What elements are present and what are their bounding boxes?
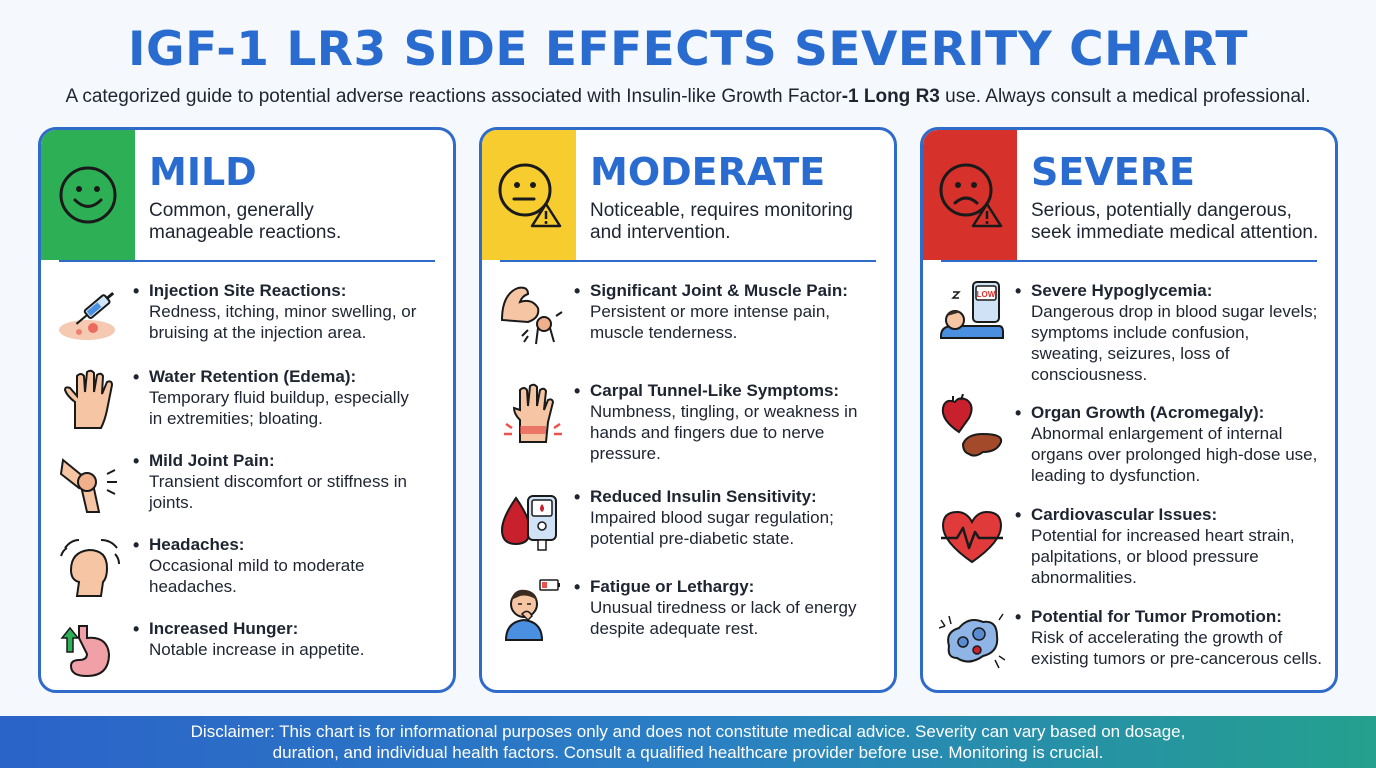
text-line: symptoms include confusion, bbox=[1031, 323, 1250, 342]
bullet: • bbox=[133, 619, 140, 639]
text-line: Numbness, tingling, or weakness in bbox=[590, 402, 858, 421]
text-line: Risk of accelerating the growth of bbox=[1031, 628, 1283, 647]
text-line: consciousness. bbox=[1031, 365, 1148, 384]
text-line: headaches. bbox=[149, 577, 237, 596]
level-title-severe: SEVERE bbox=[1031, 150, 1195, 194]
heart-liver-icon bbox=[939, 394, 1005, 466]
wrist-pain-icon bbox=[498, 380, 564, 446]
text-line: Occasional mild to moderate bbox=[149, 556, 365, 575]
desc-line: manageable reactions. bbox=[149, 222, 342, 243]
item-title: Increased Hunger: bbox=[149, 619, 299, 638]
glucose-meter-icon bbox=[498, 486, 564, 552]
text-line: palpitations, or blood pressure bbox=[1031, 547, 1259, 566]
item-text bbox=[149, 555, 441, 597]
level-desc-mild bbox=[149, 200, 449, 244]
text-line: existing tumors or pre-cancerous cells. bbox=[1031, 649, 1323, 668]
card-severe bbox=[920, 127, 1338, 693]
text-line: pressure. bbox=[590, 444, 661, 463]
text-line: Transient discomfort or stiffness in bbox=[149, 472, 407, 491]
subtitle-text-end: use. Always consult a medical professional. bbox=[939, 86, 1311, 107]
item-title: Severe Hypoglycemia: bbox=[1031, 281, 1213, 300]
neutral-face-warning-icon bbox=[494, 160, 564, 230]
smile-face-icon bbox=[57, 164, 119, 226]
text-line: abnormalities. bbox=[1031, 568, 1137, 587]
low-glucose-icon bbox=[939, 280, 1005, 346]
text-line: organs over prolonged high-dose use, bbox=[1031, 445, 1318, 464]
item-title: Reduced Insulin Sensitivity: bbox=[590, 487, 817, 506]
headache-icon bbox=[57, 534, 123, 600]
tumor-cells-icon bbox=[939, 606, 1005, 672]
moderate-band bbox=[482, 130, 576, 260]
divider bbox=[941, 260, 1317, 262]
page-subtitle bbox=[0, 86, 1376, 108]
item-title: Carpal Tunnel-Like Symptoms: bbox=[590, 381, 840, 400]
bullet: • bbox=[133, 451, 140, 471]
syringe-icon bbox=[57, 280, 123, 346]
bullet: • bbox=[574, 281, 581, 301]
knee-joint-icon bbox=[57, 450, 123, 516]
item-text bbox=[149, 639, 441, 660]
card-mild bbox=[38, 127, 456, 693]
subtitle-bold: -1 Long R3 bbox=[841, 86, 940, 107]
bullet: • bbox=[574, 487, 581, 507]
item-text bbox=[149, 471, 441, 513]
text-line: Potential for increased heart strain, bbox=[1031, 526, 1295, 545]
item-text bbox=[149, 301, 441, 343]
disclaimer-footer bbox=[0, 716, 1376, 768]
item-text bbox=[590, 507, 882, 549]
item-title: Mild Joint Pain: bbox=[149, 451, 275, 470]
bullet: • bbox=[1015, 505, 1022, 525]
text-line: Dangerous drop in blood sugar levels; bbox=[1031, 302, 1318, 321]
card-moderate bbox=[479, 127, 897, 693]
level-desc-severe bbox=[1031, 200, 1331, 244]
level-desc-moderate bbox=[590, 200, 890, 244]
bullet: • bbox=[1015, 281, 1022, 301]
item-text bbox=[1031, 301, 1323, 385]
text-line: Temporary fluid buildup, especially bbox=[149, 388, 409, 407]
bullet: • bbox=[133, 367, 140, 387]
text-line: Notable increase in appetite. bbox=[149, 640, 365, 659]
text-line: hands and fingers due to nerve bbox=[590, 423, 825, 442]
desc-line: Noticeable, requires monitoring bbox=[590, 200, 853, 221]
bullet: • bbox=[574, 577, 581, 597]
item-title: Injection Site Reactions: bbox=[149, 281, 347, 300]
bullet: • bbox=[1015, 607, 1022, 627]
item-text bbox=[590, 597, 882, 639]
meter-label: LOW bbox=[976, 290, 996, 299]
level-title-mild: MILD bbox=[149, 150, 257, 194]
item-text bbox=[1031, 525, 1323, 588]
item-text bbox=[590, 301, 882, 343]
text-line: Unusual tiredness or lack of energy bbox=[590, 598, 857, 617]
text-line: Abnormal enlargement of internal bbox=[1031, 424, 1283, 443]
text-line: bruising at the injection area. bbox=[149, 323, 367, 342]
bullet: • bbox=[133, 535, 140, 555]
item-title: Potential for Tumor Promotion: bbox=[1031, 607, 1282, 626]
mild-band bbox=[41, 130, 135, 260]
item-text bbox=[1031, 627, 1323, 669]
sad-face-warning-icon bbox=[935, 160, 1005, 230]
item-title: Cardiovascular Issues: bbox=[1031, 505, 1218, 524]
tired-person-icon bbox=[498, 576, 564, 642]
item-text bbox=[149, 387, 441, 429]
subtitle-text: A categorized guide to potential adverse reactions associated with Insulin-like Growth Factor bbox=[65, 86, 842, 107]
disclaimer-line: Disclaimer: This chart is for informational purposes only and does not constitute medical advice. Severity can vary based on dosage, bbox=[190, 722, 1186, 741]
desc-line: and intervention. bbox=[590, 222, 731, 243]
item-title: Headaches: bbox=[149, 535, 245, 554]
level-title-moderate: MODERATE bbox=[590, 150, 826, 194]
divider bbox=[500, 260, 876, 262]
text-line: Persistent or more intense pain, bbox=[590, 302, 831, 321]
desc-line: Serious, potentially dangerous, bbox=[1031, 200, 1292, 221]
page-title: IGF-1 LR3 SIDE EFFECTS SEVERITY CHART bbox=[128, 22, 1248, 77]
bullet: • bbox=[574, 381, 581, 401]
text-line: Redness, itching, minor swelling, or bbox=[149, 302, 417, 321]
text-line: Impaired blood sugar regulation; bbox=[590, 508, 834, 527]
severe-band bbox=[923, 130, 1017, 260]
disclaimer-line: duration, and individual health factors. Consult a qualified healthcare provider before use. Monitoring is crucial. bbox=[272, 743, 1104, 762]
text-line: sweating, seizures, loss of bbox=[1031, 344, 1230, 363]
item-text bbox=[1031, 423, 1323, 486]
desc-line: Common, generally bbox=[149, 200, 314, 221]
text-line: joints. bbox=[149, 493, 194, 512]
item-title: Organ Growth (Acromegaly): bbox=[1031, 403, 1265, 422]
swollen-hand-icon bbox=[57, 366, 123, 432]
item-title: Significant Joint & Muscle Pain: bbox=[590, 281, 848, 300]
bullet: • bbox=[133, 281, 140, 301]
item-title: Fatigue or Lethargy: bbox=[590, 577, 755, 596]
text-line: potential pre-diabetic state. bbox=[590, 529, 795, 548]
desc-line: seek immediate medical attention. bbox=[1031, 222, 1319, 243]
muscle-joint-icon bbox=[498, 280, 564, 346]
text-line: muscle tenderness. bbox=[590, 323, 738, 342]
item-title: Water Retention (Edema): bbox=[149, 367, 357, 386]
item-text bbox=[590, 401, 882, 464]
text-line: in extremities; bloating. bbox=[149, 409, 323, 428]
stomach-icon bbox=[57, 618, 123, 684]
heart-pulse-icon bbox=[939, 504, 1005, 570]
bullet: • bbox=[1015, 403, 1022, 423]
divider bbox=[59, 260, 435, 262]
text-line: despite adequate rest. bbox=[590, 619, 759, 638]
text-line: leading to dysfunction. bbox=[1031, 466, 1201, 485]
